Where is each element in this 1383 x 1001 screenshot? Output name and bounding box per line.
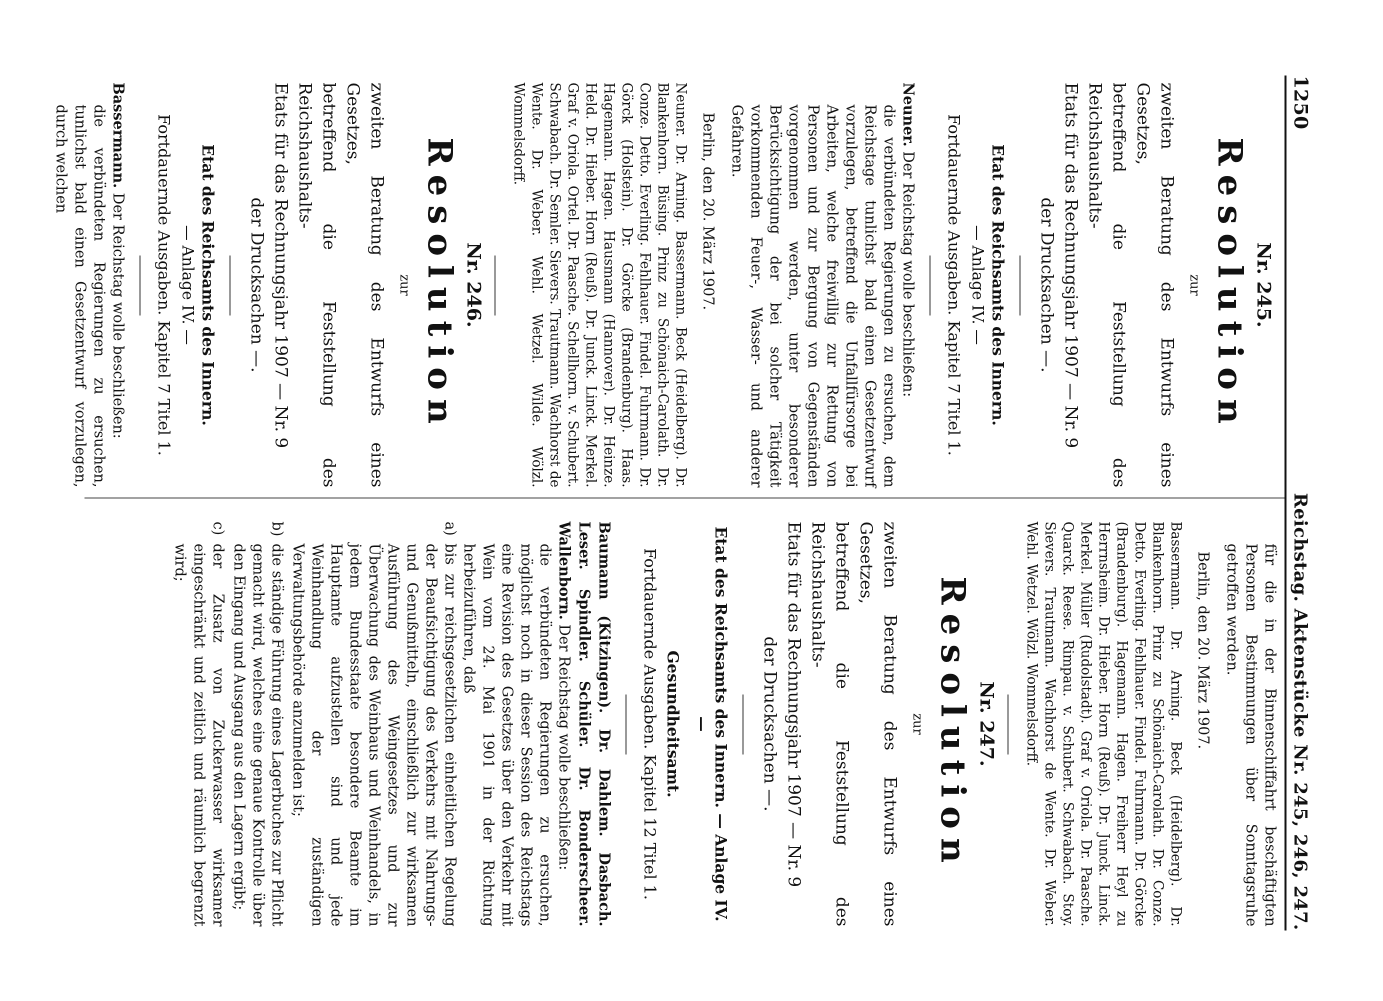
nr247-motion-lead: Baumann (Kitzingen). Dr. Dahlem. Dasbach. Leser. Spindler. Schüler. Dr. Bonderscheer. Wallenborn. [555,521,613,927]
nr246-title [245,83,389,488]
nr247-title-line: betreffend die Feststellung des Reichshaushalts- [807,521,852,927]
separator [743,694,744,754]
nr245-date: Berlin, den 20. März 1907. [699,112,716,311]
nr246-date: Berlin, den 20. März 1907. [1194,551,1211,750]
right-column [168,522,1279,927]
nr245-motion-body: die verbündeten Regierungen zu ersuchen, dem Reichstage tunlichst bald einen Gesetzentwurf vorzulegen, betreffend die Unfallfürsorge bei Arbeiten, welche freiwillig zur Rettung von Personen und zur Bergung von Gegenständen vorgenommen werden, unter besonderer Berücksichtigung der bei solcher Tätigkeit vorkommenden Feuer-, Wasser- und anderer Gefahren. [728,104,897,488]
nr245-signatories: Neuner. Dr. Arning. Bassermann. Beck (Heidelberg). Dr. Blankenhorn. Büsing. Prinz zu Schönaich-Carolath. Dr. Conze. Detto. Everling. Fehlhauer. Findel. Fuhrmann. Dr. Görck (Holstein). Dr. Görcke (Brandenburg). Haas. Hagemann. Hagen. Hausmann (Hannover). Dr. Heinze. Held. Dr. Hieber. Horn (Reuß). Dr. Junck. Linck. Merkel. Graf v. Oriola. Ortel. Dr. Paasche. Schellhorn. v. Schubert. Schwabach. Dr. Semler. Sievers. Trautmann. Wachhorst de Wente. Dr. Weber. Wehl. Wetzel. Wilde. Wölzl. Wommelsdorff. [510,82,689,488]
nr246-title-line: betreffend die Feststellung des Reichshaushalts- [294,82,339,488]
nr246-etat: Etat des Reichsamts des Innern. [198,144,218,426]
separator [930,255,931,315]
nr246-continuation: für die in der Binnenschiffahrt beschäftigten Personen Bestimmungen über Sonntagsruhe getroffen werden. [1223,543,1278,927]
separator [1020,255,1021,315]
list-item-mark: c) [209,521,226,536]
left-column [51,83,1279,488]
nr245-title-line: betreffend die Feststellung des Reichshaushalts- [1084,82,1129,488]
list-item [170,522,227,927]
nr245-number: Nr. 245. [1252,242,1275,328]
page-number: 1250 [1289,75,1312,130]
nr245-motion-text: Der Reichstag wolle beschließen: [899,151,916,398]
nr245-zur: zur [1186,274,1202,296]
separator [626,694,627,754]
header-rule [1285,76,1287,931]
rotated-page [0,1,1383,1001]
list-item-text: die ständige Führung eines Lagerbuches zur Pflicht gemacht wird, welches eine genaue Kontrolle über den Eingang und Ausgang aus den Lagern ergibt; [230,543,285,927]
digitization-credit [2,600,16,995]
nr247-etat: Etat des Reichsamts des Innern. — Anlage IV. — [692,526,731,922]
nr247-heading: Resolution [932,576,973,872]
nr247-motion-text: Der Reichstag wolle beschließen: [555,624,572,871]
nr245-anlage: — Anlage IV. — [968,225,987,345]
running-head: Reichstag. Aktenstücke Nr. 245, 246, 247. [1289,492,1311,931]
nr246-heading: Resolution [419,137,460,433]
page-header [1291,76,1317,931]
nr245-title-line: der Drucksachen —. [1036,197,1057,373]
nr245-motion-lead: Neuner. [899,82,917,147]
nr245-title-line: Etats für das Rechnungsjahr 1907 — Nr. 9 [1060,82,1081,449]
nr246-fort: Fortdauernde Ausgaben. Kapitel 7 Titel 1. [154,114,174,456]
nr245-etat: Etat des Reichsamts des Innern. [988,144,1008,426]
list-item [288,522,459,927]
nr246-title-line: der Drucksachen —. [246,197,267,373]
separator [1008,694,1009,754]
nr246-motion-lead: Bassermann. [109,82,127,189]
list-item-mark: b) [268,521,285,537]
nr246-zur: zur [396,274,412,296]
list-item-text: bis zur reichsgesetzlichen einheitlichen Regelung der Beaufsichtigung des Verkehrs mit Nahrungs- und Genußmitteln, einschließlich zur wirksamen Ausführung des Weingesetzes und zur Überwachung des Weinbaus und Weinhandels, in jedem Bundesstaate besondere Beamte im Hauptamte aufzustellen sind und jede Weinhandlung der zuständigen Verwaltungsbehörde anzumelden ist; [289,543,458,927]
nr245-fort: Fortdauernde Ausgaben. Kapitel 7 Titel 1. [944,114,964,456]
nr245-title [1035,83,1179,488]
nr247-number: Nr. 247. [975,681,998,767]
nr246-number: Nr. 246. [462,242,485,328]
column-divider [85,498,1285,499]
separator [140,255,141,315]
nr247-motion [554,522,614,927]
list-item [229,522,286,927]
nr247-zur: zur [909,713,925,735]
nr246-title-line: Etats für das Rechnungsjahr 1907 — Nr. 9 [270,82,291,449]
nr246-motion-text: Der Reichstag wolle beschließen: [109,192,126,439]
nr246-motion-body: die verbündeten Regierungen zu ersuchen, tunlichst bald einen Gesetzentwurf vorzulegen, durch welchen [52,104,107,488]
nr247-title-line: Etats für das Rechnungsjahr 1907 — Nr. 9 [783,521,804,888]
nr246-motion [108,83,128,488]
separator [230,255,231,315]
nr247-title-line: zweiten Beratung des Entwurfs eines Gesetzes, [855,521,900,927]
nr247-sub: Gesundheitsamt. [663,650,683,798]
separator [495,255,496,315]
nr245-motion [898,83,918,488]
nr246-signatories: Bassermann. Dr. Arning. Beck (Heidelberg). Dr. Blankenhorn. Prinz zu Schönaich-Carolath. Dr. Conze. Detto. Everling. Fehlhauer. Findel. Fuhrmann. Dr. Görcke (Brandenburg). Hagemann. Hagen. Freiherr Heyl zu Herrnsheim. Dr. Hieber. Horn (Reuß). Dr. Junck. Linck. Merkel. Müller (Rudolstadt). Graf v. Oriola. Dr. Paasche. Quarck. Reese. Rimpau. v. Schubert. Schwabach. Stoy. Sievers. Trautmann. Wachhorst de Wente. Dr. Weber. Wehl. Wetzel. Wölzl. Wommelsdorff. [1023,521,1184,927]
nr247-motion-body: die verbündeten Regierungen zu ersuchen, möglichst noch in dieser Session des Reichstags eine Revision des Gesetzes über den Verkehr mit Wein vom 24. Mai 1901 in der Richtung herbeizuführen, daß [460,543,553,927]
nr245-title-line: zweiten Beratung des Entwurfs eines Gesetzes, [1132,82,1177,488]
nr247-title-line: der Drucksachen —. [759,636,780,812]
list-item-text: der Zusatz von Zuckerwasser wirksamer eingeschränkt und zeitlich und räumlich begrenzt wird; [171,543,226,927]
nr247-fort: Fortdauernde Ausgaben. Kapitel 12 Titel 1. [640,548,660,900]
nr247-title [758,522,902,927]
nr246-title-line: zweiten Beratung des Entwurfs eines Gesetzes, [342,82,387,488]
list-item-mark: a) [441,521,458,536]
nr245-heading: Resolution [1209,137,1250,433]
nr246-anlage: — Anlage IV. — [178,225,197,345]
